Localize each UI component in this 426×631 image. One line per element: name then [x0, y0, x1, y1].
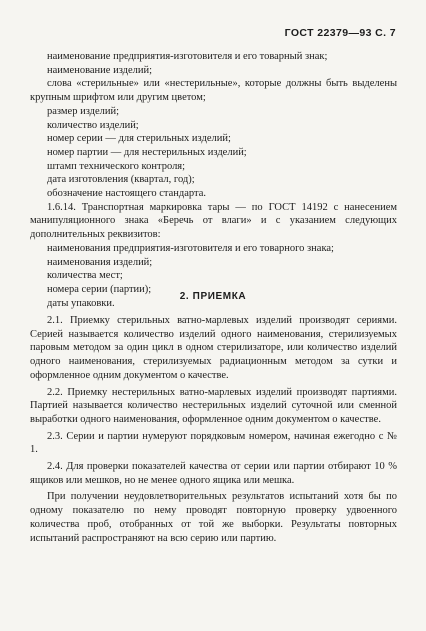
marking-line: слова «стерильные» или «нестерильные», которые должны быть выделены крупным шрифтом или другим цветом;	[30, 78, 397, 104]
transport-line: номера серии (партии);	[47, 283, 152, 295]
marking-line: штамп технического контроля;	[47, 160, 186, 172]
clause-2-4-retest: При получении неудовлетворительных результатов испытаний хотя бы по одному показателю по нему проводят повторную проверку удвоенного количества проб, отобранных от той же выборки. Результаты повторных испытаний распространяют на всю серию или партию.	[30, 491, 397, 544]
transport-line: количества мест;	[47, 270, 123, 282]
section-title: 2. ПРИЕМКА	[179, 291, 247, 302]
marking-line: номер партии — для нестерильных изделий;	[47, 146, 247, 158]
clause-1-6-14: 1.6.14. Транспортная маркировка тары — по ГОСТ 14192 с нанесением манипуляционного знака «Беречь от влаги» и с указанием следующих дополнительных реквизитов:	[30, 201, 397, 241]
clause-2-2: 2.2. Приемку нестерильных ватно-марлевых изделий производят партиями. Партией называется количество нестерильных изделий суточной или сменной выработки одного наименования, оформленное одним документом о качестве.	[30, 386, 397, 425]
marking-line: обозначение настоящего стандарта.	[47, 188, 207, 200]
clause-2-3: 2.3. Серии и партии нумеруют порядковым номером, начиная ежегодно с № 1.	[30, 430, 397, 456]
marking-line: количество изделий;	[47, 119, 139, 131]
section-body	[30, 314, 397, 545]
transport-line: наименования предприятия-изготовителя и его товарного знака;	[47, 242, 334, 254]
marking-line: дата изготовления (квартал, год);	[47, 174, 195, 186]
marking-line: наименование изделий;	[47, 64, 153, 76]
marking-line: размер изделий;	[47, 105, 120, 117]
clause-2-4: 2.4. Для проверки показателей качества от серии или партии отбирают 10 % ящиков или мешков, но не менее одного ящика или мешка.	[30, 461, 397, 486]
transport-line: даты упаковки.	[47, 297, 115, 309]
marking-list	[30, 50, 397, 310]
page-header: ГОСТ 22379—93 С. 7	[284, 27, 396, 39]
transport-line: наименования изделий;	[47, 256, 153, 268]
clause-2-1: 2.1. Приемку стерильных ватно-марлевых изделий производят сериями. Серией называется количество изделий одного наименования, стерилизуемых паровым методом за один цикл в одном стерилизаторе, или количество изделий одного наименования, стерилизуемых радиационным методом за сутки и оформленное одним документом о качестве.	[30, 315, 397, 381]
marking-line: номер серии — для стерильных изделий;	[47, 133, 231, 145]
marking-line: наименование предприятия-изготовителя и его товарный знак;	[47, 51, 328, 62]
